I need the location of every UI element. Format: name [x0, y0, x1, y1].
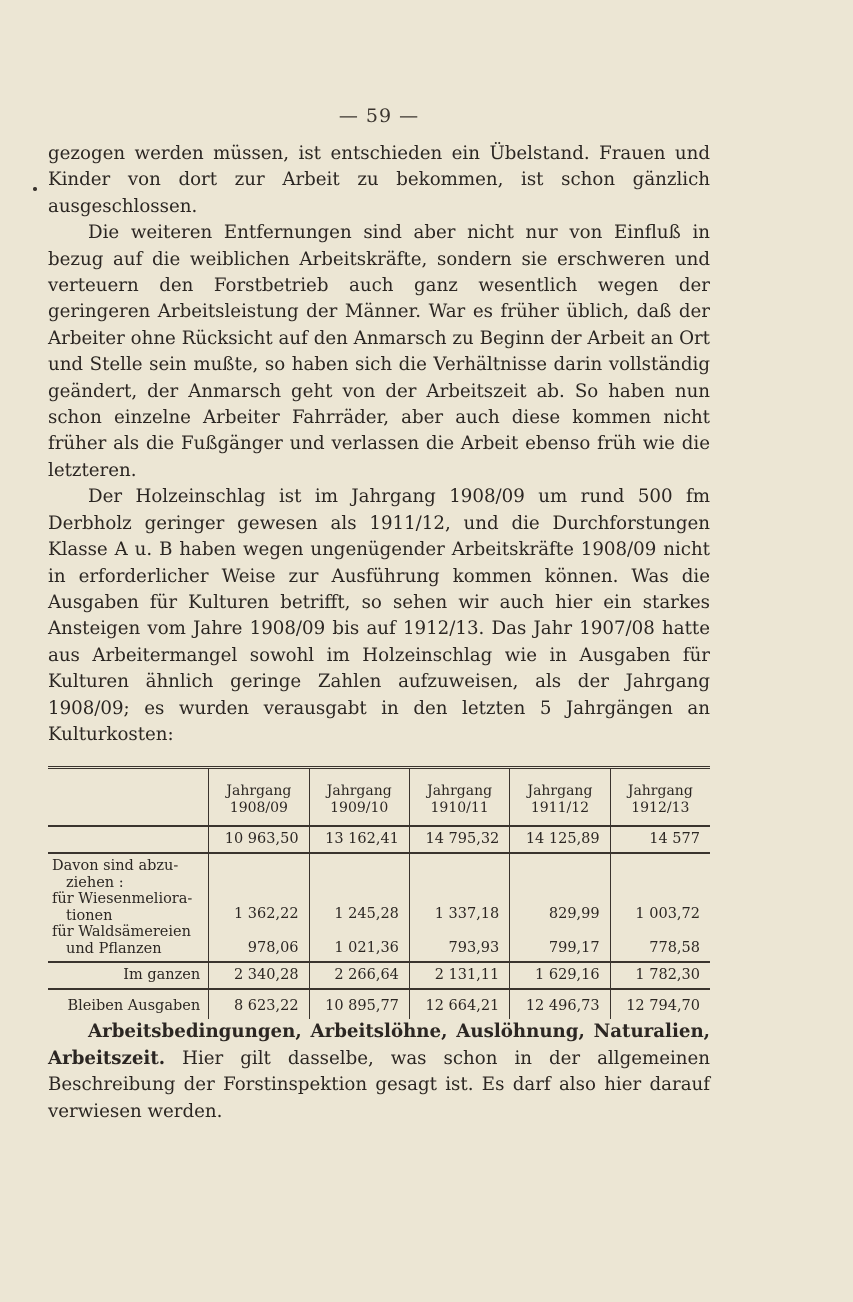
paragraph-2: Die weiteren Entfernungen sind aber nicht nur von Einfluß in bezug auf die weiblichen Arbeitskräfte, sondern sie erschweren und verteuern den Forstbetrieb auch ganz wesentlich wegen der geringeren Arbeitsleistung der Männer. War es früher üblich, daß der Arbeiter ohne Rücksicht auf den Anmarsch zu Beginn der Arbeit an Ort und Stelle sein mußte, so haben sich die Verhältnisse darin vollständig geändert, der Anmarsch geht von der Arbeitszeit ab. So haben nun schon einzelne Arbeiter Fahrräder, aber auch diese kommen nicht früher als die Fußgänger und verlassen die Arbeit ebenso früh wie die letzteren. — [48, 222, 710, 481]
header-year: 1909/10 — [330, 800, 389, 817]
table-row-deductions — [48, 858, 710, 962]
page-content — [48, 105, 710, 1125]
page-number: — 59 — — [338, 105, 420, 127]
wald-value: 799,17 — [548, 940, 600, 957]
bleiben-label: Bleiben Ausgaben — [67, 998, 201, 1015]
deduct-line: Davon sind abzu- — [52, 858, 179, 875]
table-header-row — [48, 768, 710, 827]
header-empty — [48, 768, 209, 827]
header-1912-13 — [610, 768, 710, 827]
header-1911-12 — [510, 768, 610, 827]
paragraph-4 — [48, 1019, 710, 1125]
header-1908-09 — [209, 768, 309, 827]
header-label: Jahrgang — [326, 783, 392, 800]
table-cell: 12 496,73 — [510, 989, 610, 1019]
deduct-line: ziehen : — [66, 874, 124, 891]
table-cell: 12 794,70 — [610, 989, 710, 1019]
table-cell: 10 963,50 — [209, 826, 309, 853]
deduct-line: und Pflanzen — [66, 940, 162, 957]
table-cell — [209, 858, 309, 962]
table-cell: 14 125,89 — [510, 826, 610, 853]
table-row-im-ganzen — [48, 962, 710, 989]
wiesen-value: 1 337,18 — [434, 906, 500, 923]
section-text: Hier gilt dasselbe, was schon in der allgemeinen Beschreibung der Forstinspektion gesagt ist. Es darf also hier darauf verwiesen werden. — [48, 1047, 710, 1122]
table-cell: 2 131,11 — [409, 962, 509, 989]
header-label: Jahrgang — [627, 783, 693, 800]
table-cell: 1 782,30 — [610, 962, 710, 989]
im-ganzen-label: Im ganzen — [48, 962, 209, 989]
header-1909-10 — [309, 768, 409, 827]
table-cell: 8 623,22 — [209, 989, 309, 1019]
table-cell: 14 795,32 — [409, 826, 509, 853]
header-label: Jahrgang — [226, 783, 292, 800]
table-cell — [510, 858, 610, 962]
table-cell: 12 664,21 — [409, 989, 509, 1019]
header-year: 1908/09 — [229, 800, 288, 817]
wald-value: 978,06 — [247, 940, 299, 957]
table-cell — [610, 858, 710, 962]
table-row-totals — [48, 826, 710, 853]
header-year: 1911/12 — [530, 800, 590, 817]
totals-label — [48, 826, 209, 853]
header-year: 1910/11 — [430, 800, 489, 817]
wiesen-value: 1 362,22 — [233, 906, 299, 923]
table-cell: 2 266,64 — [309, 962, 409, 989]
table-cell: 2 340,28 — [209, 962, 309, 989]
table-cell: 14 577 — [610, 826, 710, 853]
wald-value: 793,93 — [448, 940, 500, 957]
header-label: Jahrgang — [427, 783, 493, 800]
table-cell: 1 629,16 — [510, 962, 610, 989]
table-cell: 10 895,77 — [309, 989, 409, 1019]
paragraph-1: gezogen werden müssen, ist entschieden ein Übelstand. Frauen und Kinder von dort zur Arbeit zu bekommen, ist schon gänzlich ausgeschlossen. — [48, 143, 710, 217]
header-year: 1912/13 — [631, 800, 690, 817]
table-cell — [309, 858, 409, 962]
deduct-line: für Wiesenmeliora- — [52, 891, 193, 908]
wald-value: 778,58 — [649, 940, 700, 957]
deduct-line: tionen — [66, 907, 113, 924]
table-cell — [409, 858, 509, 962]
section-heading: Arbeitsbedingungen, Arbeitslöhne, Auslöhnung, Naturalien, Arbeitszeit. — [48, 1021, 710, 1069]
paragraph-3: Der Holzeinschlag ist im Jahrgang 1908/09 um rund 500 fm Derbholz geringer gewesen als 1911/12, und die Durchforstungen Klasse A u. B haben wegen ungenügender Arbeitskräfte 1908/09 nicht in erforderlicher Weise zur Ausführung kommen können. Was die Ausgaben für Kulturen betrifft, so sehen wir auch hier ein starkes Ansteigen vom Jahre 1908/09 bis auf 1912/13. Das Jahr 1907/08 hatte aus Arbeitermangel sowohl im Holzeinschlag wie in Ausgaben für Kulturen ähnlich geringe Zahlen aufzuweisen, als der Jahrgang 1908/09; es wurden verausgabt in den letzten 5 Jahrgängen an Kulturkosten: — [48, 486, 710, 745]
deduct-line: für Waldsämereien — [52, 924, 191, 941]
margin-dot — [33, 187, 37, 191]
table-row-bleiben — [48, 989, 710, 1019]
wiesen-value: 829,99 — [548, 906, 600, 923]
wald-value: 1 021,36 — [334, 940, 399, 957]
cost-table — [48, 766, 710, 1019]
wiesen-value: 1 245,28 — [334, 906, 399, 923]
header-1910-11 — [409, 768, 509, 827]
header-label: Jahrgang — [527, 783, 593, 800]
table-cell: 13 162,41 — [309, 826, 409, 853]
deductions-label — [48, 858, 209, 962]
wiesen-value: 1 003,72 — [635, 906, 700, 923]
